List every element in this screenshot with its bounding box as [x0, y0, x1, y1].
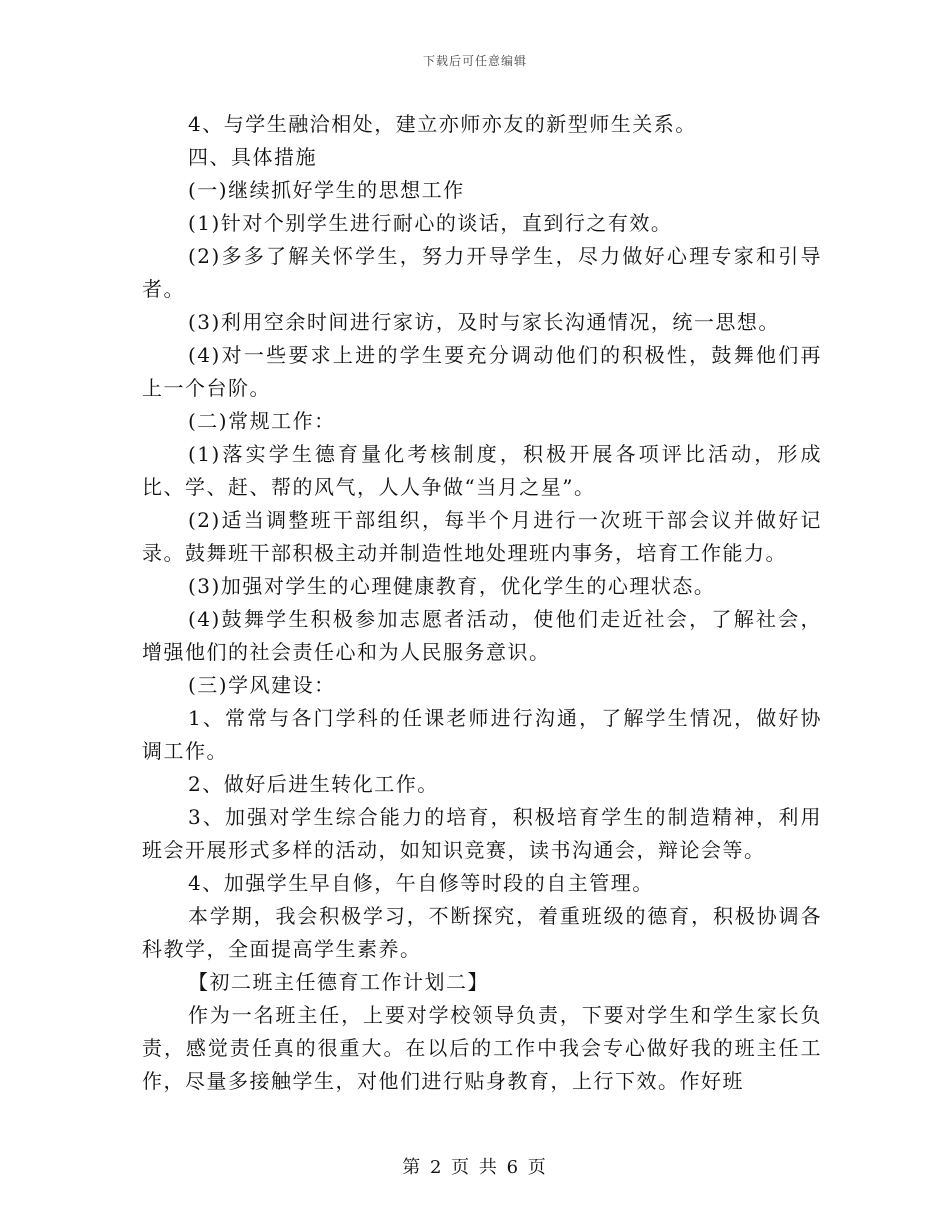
paragraph: (3)利用空余时间进行家访，及时与家长沟通情况，统一思想。 — [188, 310, 780, 334]
document-body — [142, 108, 822, 1098]
paragraph: 作为一名班主任，上要对学校领导负责，下要对学生和学生家长负责，感觉责任真的很重大。在以后的工作中我会专心做好我的班主任工作，尽量多接触学生，对他们进行贴身教育，上行下效。作好班 — [142, 1003, 822, 1093]
paragraph: (2)适当调整班干部组织，每半个月进行一次班干部会议并做好记录。鼓舞班干部积极主动并制造性地处理班内事务，培育工作能力。 — [142, 508, 822, 565]
page-footer: 第 2 页 共 6 页 — [402, 1157, 548, 1178]
subsection-heading: (三)学风建设： — [188, 673, 336, 697]
paragraph: 2、做好后进生转化工作。 — [188, 772, 439, 796]
paragraph: 1、常常与各门学科的任课老师进行沟通，了解学生情况，做好协调工作。 — [142, 706, 822, 763]
paragraph: (1)针对个别学生进行耐心的谈话，直到行之有效。 — [188, 211, 673, 235]
subsection-heading: (一)继续抓好学生的思想工作 — [188, 178, 465, 202]
subsection-heading: (二)常规工作： — [188, 409, 336, 433]
paragraph: (2)多多了解关怀学生，努力开导学生，尽力做好心理专家和引导者。 — [142, 244, 822, 301]
paragraph: 3、加强对学生综合能力的培育，积极培育学生的制造精神，利用班会开展形式多样的活动，如知识竞赛，读书沟通会，辩论会等。 — [142, 805, 822, 862]
paragraph: (3)加强对学生的心理健康教育，优化学生的心理状态。 — [188, 574, 716, 598]
paragraph: 本学期，我会积极学习，不断探究，着重班级的德育，积极协调各科教学，全面提高学生素养。 — [142, 904, 822, 961]
paragraph: (1)落实学生德育量化考核制度，积极开展各项评比活动，形成比、学、赶、帮的风气，人人争做“当月之星”。 — [142, 442, 822, 499]
paragraph: (4)鼓舞学生积极参加志愿者活动，使他们走近社会，了解社会，增强他们的社会责任心和为人民服务意识。 — [142, 607, 822, 664]
paragraph: 4、与学生融洽相处，建立亦师亦友的新型师生关系。 — [188, 112, 697, 136]
section-heading: 四、具体措施 — [188, 145, 317, 169]
paragraph: 4、加强学生早自修，午自修等时段的自主管理。 — [188, 871, 654, 895]
paragraph: (4)对一些要求上进的学生要充分调动他们的积极性，鼓舞他们再上一个台阶。 — [142, 343, 822, 400]
page-header: 下载后可任意编辑 — [422, 54, 527, 68]
document-title: 【初二班主任德育工作计划二】 — [188, 970, 489, 994]
